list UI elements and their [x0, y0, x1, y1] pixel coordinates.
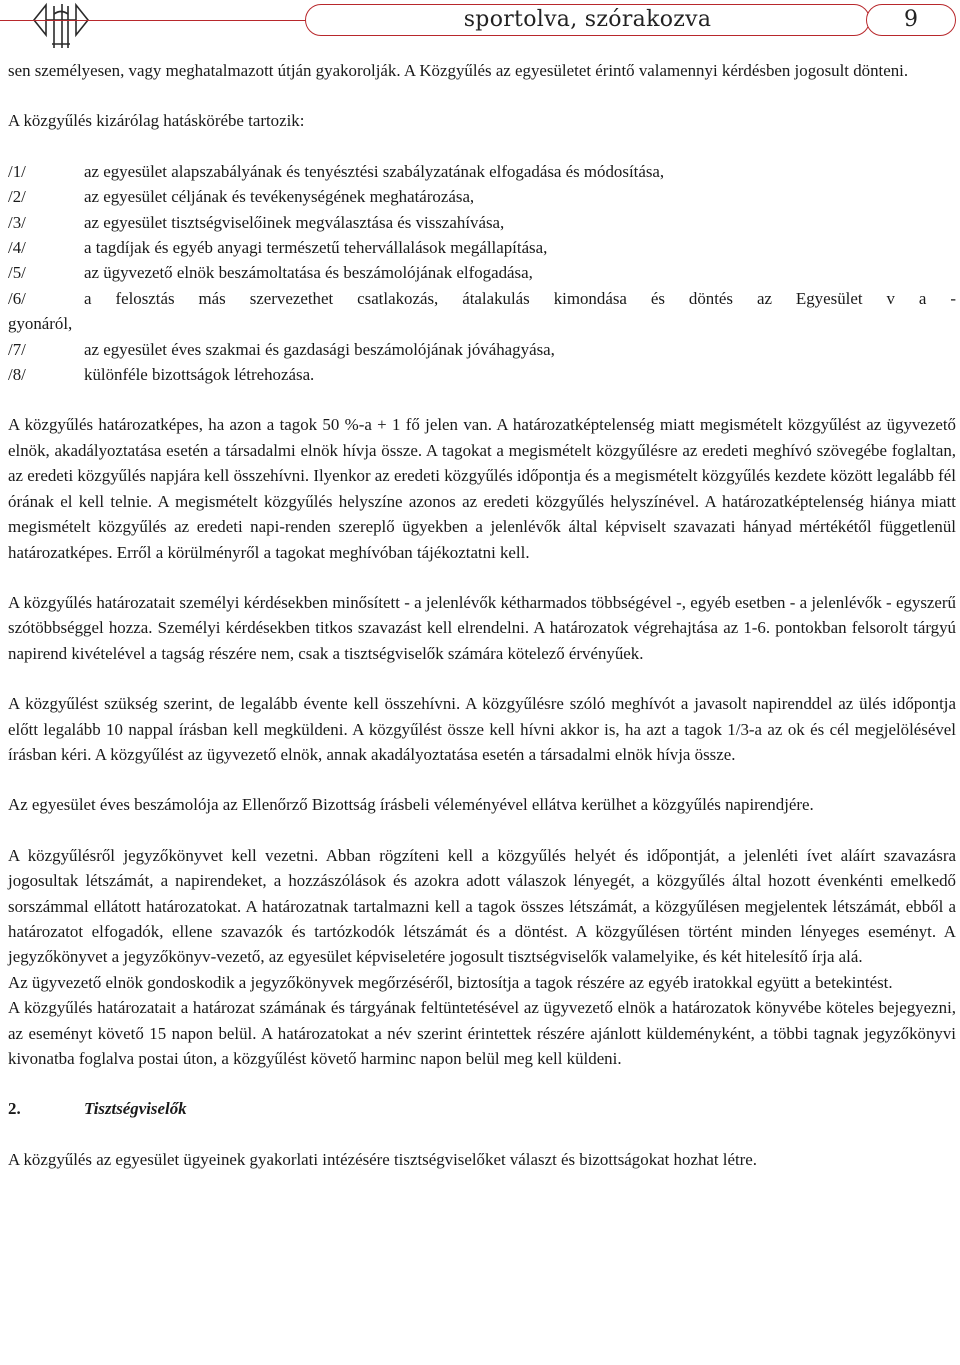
list-item-number: /7/	[8, 339, 26, 359]
list-item-text: az ügyvezető elnök beszámoltatása és beszámolójának elfogadása,	[84, 263, 533, 283]
list-item-text: különféle bizottságok létrehozása.	[84, 365, 315, 385]
list-item	[8, 159, 956, 184]
list-item-text: a felosztás más szervezethet csatlakozás, átalakulás kimondása és döntés az Egyesület v a -	[84, 288, 956, 308]
list-item	[8, 260, 956, 285]
safekeeping-paragraph: Az ügyvezető elnök gondoskodik a jegyzőkönyvek megőrzéséről, biztosítja a tagok részére az egyéb iratokkal együtt a betekintést.	[8, 972, 893, 992]
list-item	[8, 337, 956, 362]
list-item	[8, 235, 956, 260]
list-item-text: a tagdíjak és egyéb anyagi természetű tehervállalások megállapítása,	[84, 238, 548, 258]
section-paragraph: A közgyűlés az egyesület ügyeinek gyakorlati intézésére tisztségviselőket választ és bizottságokat hozhat létre.	[8, 1149, 758, 1169]
voting-paragraph: A közgyűlés határozatait személyi kérdésekben minősített - a jelenlévők kétharmados többségével -, egyéb esetben - a jelenlévők - egyszerű szótöbbséggel hozza. Személyi kérdésekben titkos szavazást kell elrendelni. A határozatok végrehajtása az 1-6. pontokban felsorolt tárgyú napirend kivételével a tagság részére nem, csak a tisztségviselők számára kötelező érvényűek.	[8, 592, 956, 663]
page-header	[0, 0, 960, 52]
list-item-text: az egyesület tisztségviselőinek megválasztása és visszahívása,	[84, 212, 505, 232]
convening-paragraph: A közgyűlést szükség szerint, de legalább évente kell összehívni. A közgyűlésre szóló meghívót a javasolt napirenddel az ülés időpontja előtt legalább 10 nappal írásban kell megküldeni. A közgyűlést össze kell hívni akkor is, ha azt a tagok 1/3-a az ok és cél megjelölésével írásban kéri. A közgyűlést az ügyvezető elnök, annak akadályoztatása esetén a társadalmi elnök hívja össze.	[8, 694, 956, 764]
list-item-number: /8/	[8, 365, 26, 385]
list-item-number: /3/	[8, 212, 26, 232]
intro-paragraph: sen személyesen, vagy meghatalmazott útján gyakorolják. A Közgyűlés az egyesületet érintő valamennyi kérdésben jogosult dönteni.	[8, 61, 909, 80]
section-heading	[8, 1096, 956, 1121]
page-number-box	[866, 4, 956, 36]
list-item-number: /6/	[8, 288, 26, 308]
list-item-number: /2/	[8, 187, 26, 207]
list-item	[8, 184, 956, 209]
list-item	[8, 362, 956, 387]
list-item	[8, 286, 956, 311]
header-title-box	[305, 4, 870, 36]
quorum-paragraph: A közgyűlés határozatképes, ha azon a tagok 50 %-a + 1 fő jelen van. A határozatképtelenség miatt megismételt közgyűlést az ügyvezető elnök, akadályoztatása esetén a társadalmi elnök hívja össze. A tagokat a megismételt közgyűlésre az eredeti meghívó szövegébe foglaltan, az eredeti közgyűlés napjára kell összehívni. Ilyenkor az eredeti közgyűlés időpontja és a megismételt közgyűlés kezdete között legalább fél órának el kell telnie. A megismételt közgyűlés helyszíne azonos az eredeti közgyűlés helyszínével. A határozatképtelenség hiánya miatt megismételt közgyűlés az eredeti napi-renden szereplő ügyekben a jelenlévők által képviselt szavazati hányad mértékétől függetlenül határozatképes. Erről a körülményről a tagokat meghívóban tájékoztatni kell.	[8, 415, 956, 562]
list-intro: A közgyűlés kizárólag hatáskörébe tartozik:	[8, 111, 305, 131]
annual-report-paragraph: Az egyesület éves beszámolója az Ellenőrző Bizottság írásbeli véleményével ellátva kerülhet a közgyűlés napirendjére.	[8, 795, 814, 815]
list-item	[8, 210, 956, 235]
list-item-text: az egyesület alapszabályának és tenyésztési szabályzatának elfogadása és módosítása,	[84, 161, 665, 181]
list-item-number: /1/	[8, 161, 26, 181]
page-content	[8, 58, 956, 1172]
header-title: sportolva, szórakozva	[463, 7, 712, 32]
register-paragraph: A közgyűlés határozatait a határozat számának és tárgyának feltüntetésével az ügyvezető elnök a határozatok könyvébe köteles bejegyezni, az eseményt követő 15 napon belül. A határozatokat a név szerint érintettek részére ajánlott küldeményként, a többi tagnak jegyzőkönyvi kivonatba foglalva postai úton, a közgyűlést követő harminc napon belül meg kell küldeni.	[8, 998, 956, 1068]
list-item-number: /4/	[8, 238, 26, 258]
list-item-text: az egyesület céljának és tevékenységének meghatározása,	[84, 187, 475, 207]
competence-list	[8, 159, 956, 388]
page-number: 9	[904, 7, 918, 32]
list-item-continuation: gyonáról,	[8, 314, 73, 334]
list-item-number: /5/	[8, 263, 26, 283]
logo-icon	[32, 0, 90, 50]
section-number: 2.	[8, 1099, 21, 1119]
section-title: Tisztségviselők	[84, 1099, 187, 1119]
minutes-paragraph: A közgyűlésről jegyzőkönyvet kell vezetni. Abban rögzíteni kell a közgyűlés helyét és időpontját, a jelenléti ívet aláírt szavazásra jogosultak létszámát, a napirendeket, a hozzászólások és azokra adott válaszok lényegét, a közgyűlés által hozott évenkénti emelkedő sorszámmal ellátott határozatokat. A határozatnak tartalmazni kell a tagok összes létszámát, a közgyűlésen megjelentek létszámát, ebből a határozatot elfogadók, ellene szavazók és tartózkodók létszámát és a döntést. A közgyűlésen történt minden lényeges eseményt. A jegyzőkönyvet a jegyzőkönyv-vezető, az egyesület képviseletére jogosult tisztségviselők valamelyike, és két hitelesítő írja alá.	[8, 845, 956, 967]
list-item-text: az egyesület éves szakmai és gazdasági beszámolójának jóváhagyása,	[84, 339, 555, 359]
